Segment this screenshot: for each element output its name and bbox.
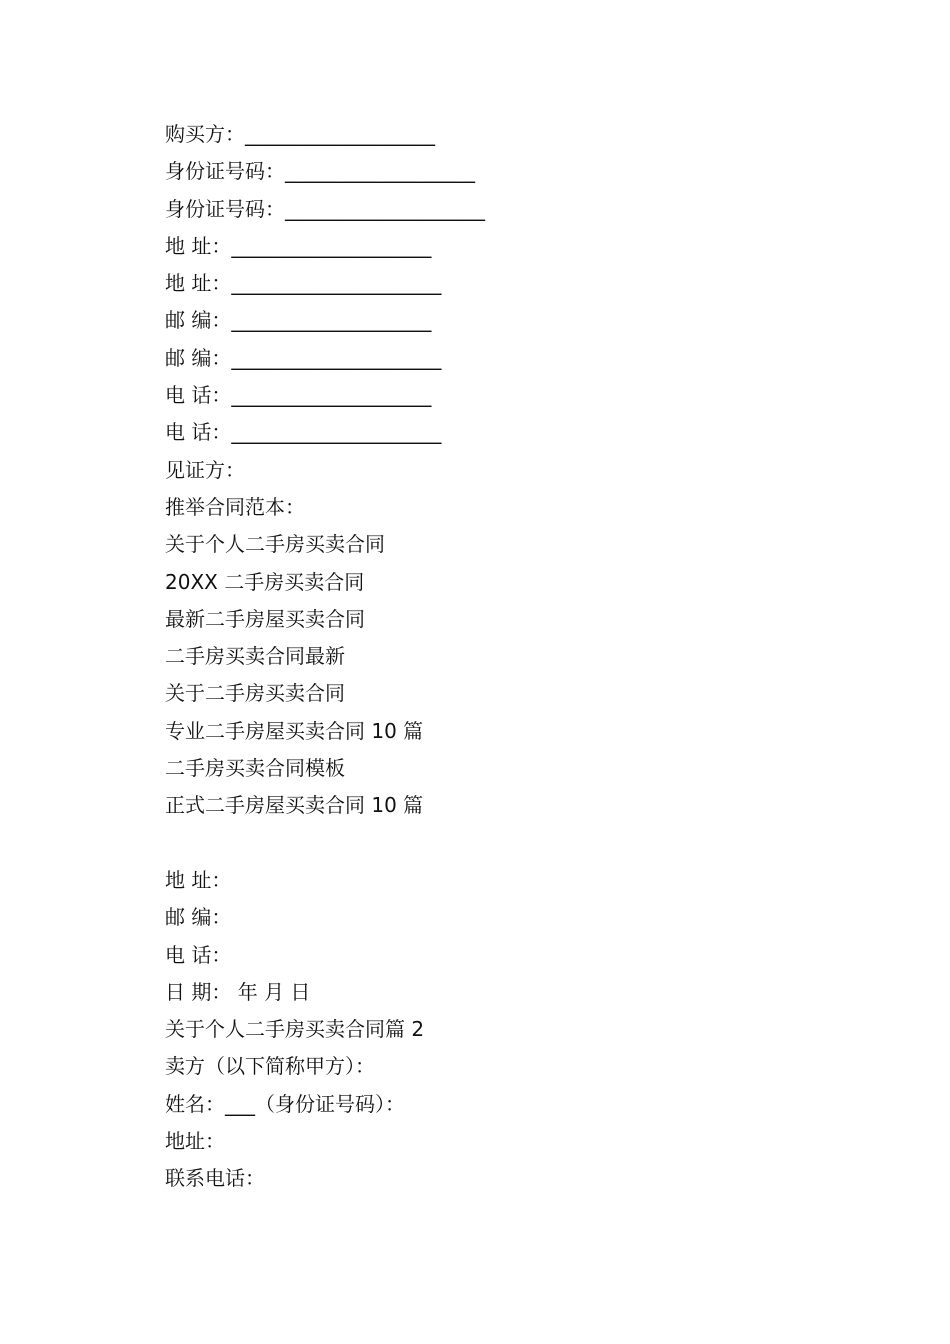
address-field: 地 址：____________________ — [165, 233, 432, 258]
template-link-item: 20XX 二手房买卖合同 — [165, 569, 365, 594]
postcode-label: 邮 编： — [165, 905, 232, 930]
template-link-item: 专业二手房屋买卖合同 10 篇 — [165, 718, 424, 743]
section-title: 关于个人二手房买卖合同篇 2 — [165, 1017, 425, 1042]
recommended-templates-heading: 推举合同范本： — [165, 494, 305, 519]
id-number-field: 身份证号码：___________________ — [165, 159, 475, 184]
blank-line — [165, 825, 785, 862]
contact-phone-label: 联系电话： — [165, 1166, 265, 1191]
template-link-item: 正式二手房屋买卖合同 10 篇 — [165, 793, 424, 818]
phone-label: 电 话： — [165, 942, 232, 967]
template-link-item: 关于二手房买卖合同 — [165, 681, 345, 706]
postcode-field: 邮 编：____________________ — [165, 308, 432, 333]
address-label: 地址： — [165, 1129, 225, 1154]
address-label: 地 址： — [165, 867, 232, 892]
address-field: 地 址：_____________________ — [165, 271, 442, 296]
witness-label: 见证方： — [165, 457, 245, 482]
document-body — [165, 116, 785, 1198]
date-label: 日 期： 年 月 日 — [165, 979, 311, 1004]
phone-field: 电 话：_____________________ — [165, 420, 442, 445]
template-link-item: 二手房买卖合同最新 — [165, 644, 345, 669]
id-number-field: 身份证号码：____________________ — [165, 196, 485, 221]
seller-label: 卖方（以下简称甲方）： — [165, 1054, 375, 1079]
buyer-field: 购买方：___________________ — [165, 122, 435, 146]
postcode-field: 邮 编：_____________________ — [165, 345, 442, 370]
template-link-item: 最新二手房屋买卖合同 — [165, 606, 365, 631]
phone-field: 电 话：____________________ — [165, 383, 432, 408]
name-id-field: 姓名：___（身份证号码）： — [165, 1091, 405, 1116]
template-link-item: 关于个人二手房买卖合同 — [165, 532, 385, 557]
template-link-item: 二手房买卖合同模板 — [165, 756, 345, 781]
